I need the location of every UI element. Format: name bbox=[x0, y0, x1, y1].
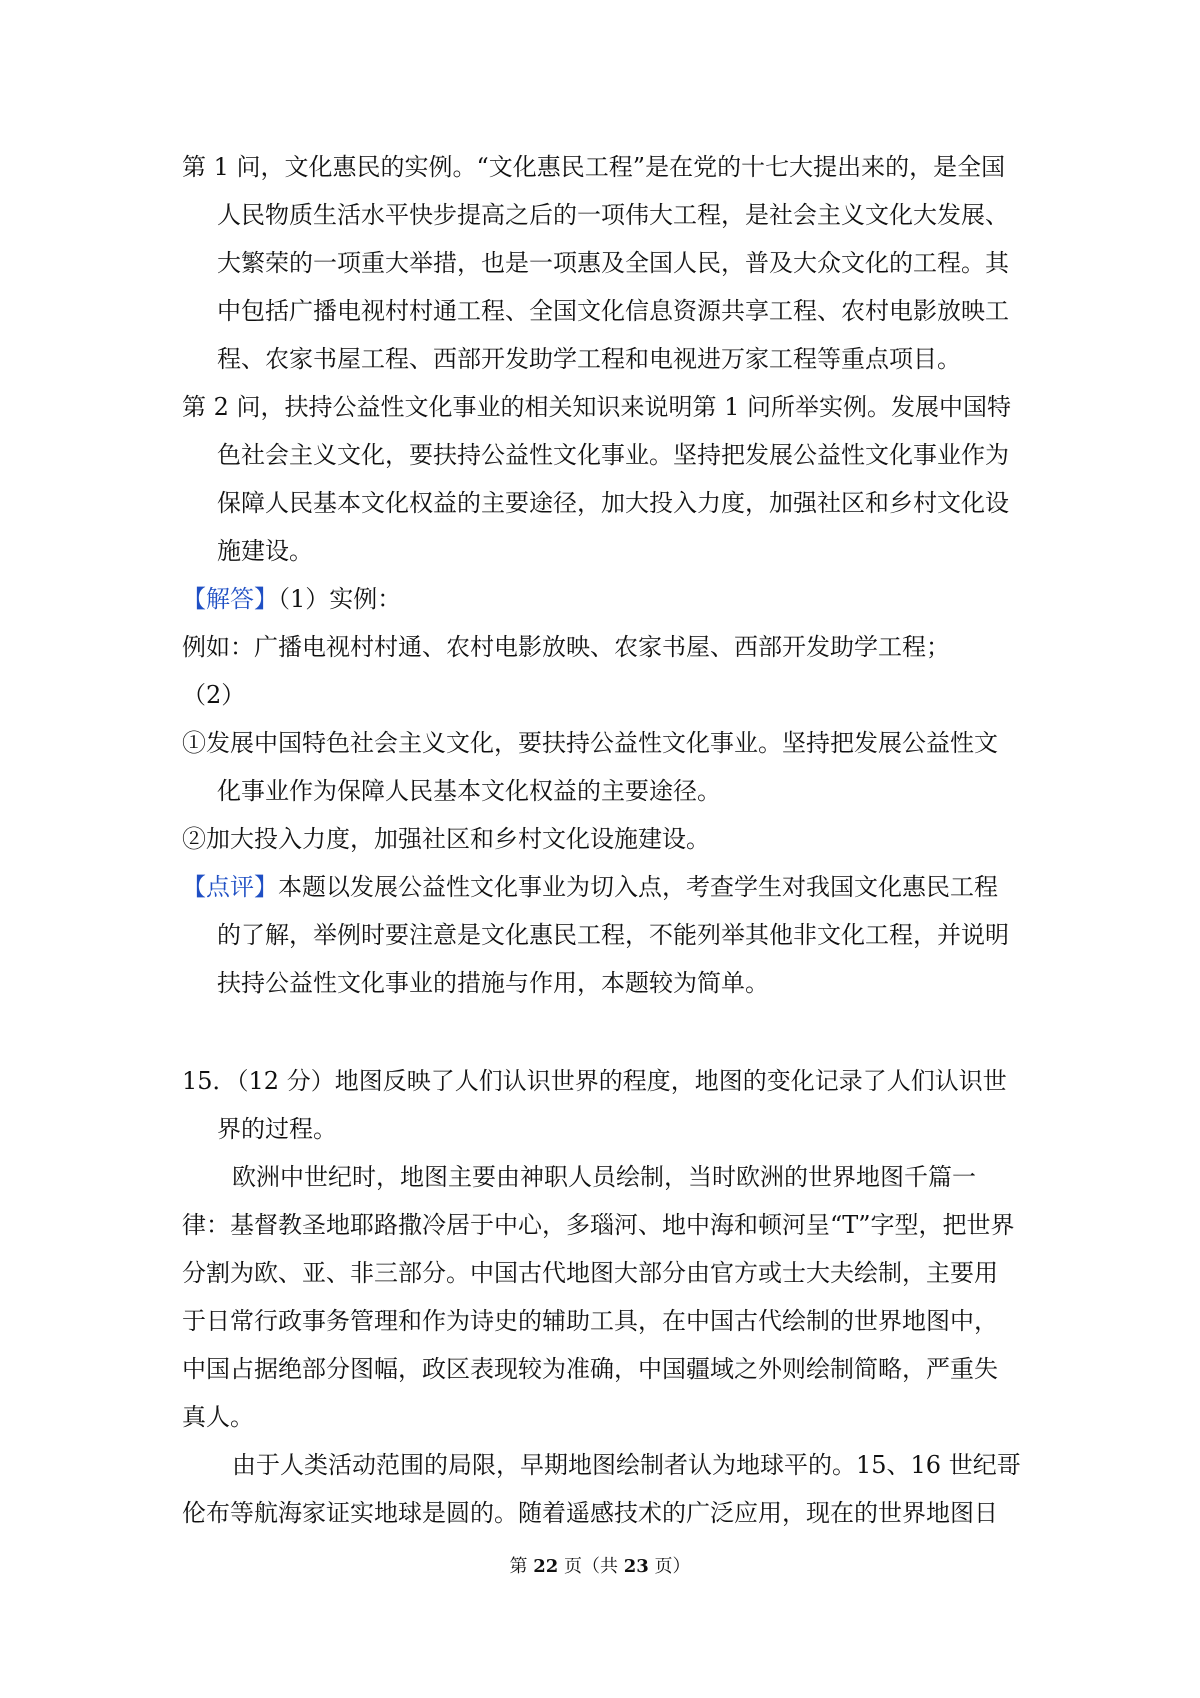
answer-tag: 【解答】 bbox=[182, 585, 278, 613]
text-line: 第 2 问，扶持公益性文化事业的相关知识来说明第 1 问所举实例。发展中国特 bbox=[182, 393, 1012, 421]
text-line: 中包括广播电视村村通工程、全国文化信息资源共享工程、农村电影放映工 bbox=[217, 297, 1009, 325]
comment-text: 本题以发展公益性文化事业为切入点，考查学生对我国文化惠民工程 bbox=[278, 873, 998, 901]
text-line: 由于人类活动范围的局限，早期地图绘制者认为地球平的。15、16 世纪哥 bbox=[232, 1451, 1021, 1479]
text-line: 界的过程。 bbox=[217, 1115, 337, 1143]
text-line: 扶持公益性文化事业的措施与作用，本题较为简单。 bbox=[217, 969, 769, 997]
text-line: 的了解，举例时要注意是文化惠民工程，不能列举其他非文化工程，并说明 bbox=[217, 921, 1009, 949]
text-line: 律：基督教圣地耶路撒冷居于中心，多瑙河、地中海和顿河呈“T”字型，把世界 bbox=[182, 1211, 1015, 1239]
footer-suffix: 页） bbox=[654, 1556, 691, 1577]
footer-prefix: 第 bbox=[509, 1556, 528, 1577]
page-content bbox=[182, 143, 1037, 1537]
text-line: 真人。 bbox=[182, 1403, 254, 1431]
footer-middle: 页（共 bbox=[564, 1556, 618, 1577]
question-title: 15．（12 分）地图反映了人们认识世界的程度，地图的变化记录了人们认识世 bbox=[182, 1067, 1007, 1095]
text-line: 第 1 问，文化惠民的实例。“文化惠民工程”是在党的十七大提出来的，是全国 bbox=[182, 153, 1006, 181]
text-line: ②加大投入力度，加强社区和乡村文化设施建设。 bbox=[182, 825, 710, 853]
section-gap bbox=[182, 1007, 1037, 1057]
text-line: ①发展中国特色社会主义文化，要扶持公益性文化事业。坚持把发展公益性文 bbox=[182, 729, 998, 757]
text-line: 大繁荣的一项重大举措，也是一项惠及全国人民，普及大众文化的工程。其 bbox=[217, 249, 1009, 277]
text-line: 保障人民基本文化权益的主要途径，加大投入力度，加强社区和乡村文化设 bbox=[217, 489, 1009, 517]
answer-text: （1）实例： bbox=[278, 585, 402, 613]
text-line: 欧洲中世纪时，地图主要由神职人员绘制，当时欧洲的世界地图千篇一 bbox=[232, 1163, 976, 1191]
text-line: 人民物质生活水平快步提高之后的一项伟大工程，是社会主义文化大发展、 bbox=[217, 201, 1009, 229]
text-line: 伦布等航海家证实地球是圆的。随着遥感技术的广泛应用，现在的世界地图日 bbox=[182, 1499, 998, 1527]
answer-line bbox=[182, 575, 1037, 623]
text-line: 于日常行政事务管理和作为诗史的辅助工具，在中国古代绘制的世界地图中， bbox=[182, 1307, 998, 1335]
text-line: 程、农家书屋工程、西部开发助学工程和电视进万家工程等重点项目。 bbox=[217, 345, 961, 373]
text-line: 施建设。 bbox=[217, 537, 313, 565]
comment-line bbox=[182, 863, 1037, 911]
text-line: 中国占据绝部分图幅，政区表现较为准确，中国疆域之外则绘制简略，严重失 bbox=[182, 1355, 998, 1383]
text-line: （2） bbox=[182, 681, 246, 709]
page-number: 22 bbox=[533, 1556, 559, 1577]
page-footer bbox=[0, 1555, 1200, 1579]
text-line: 化事业作为保障人民基本文化权益的主要途径。 bbox=[217, 777, 721, 805]
comment-tag: 【点评】 bbox=[182, 873, 278, 901]
text-line: 例如：广播电视村村通、农村电影放映、农家书屋、西部开发助学工程； bbox=[182, 633, 950, 661]
page-total: 23 bbox=[623, 1556, 649, 1577]
text-line: 分割为欧、亚、非三部分。中国古代地图大部分由官方或士大夫绘制，主要用 bbox=[182, 1259, 998, 1287]
text-line: 色社会主义文化，要扶持公益性文化事业。坚持把发展公益性文化事业作为 bbox=[217, 441, 1009, 469]
